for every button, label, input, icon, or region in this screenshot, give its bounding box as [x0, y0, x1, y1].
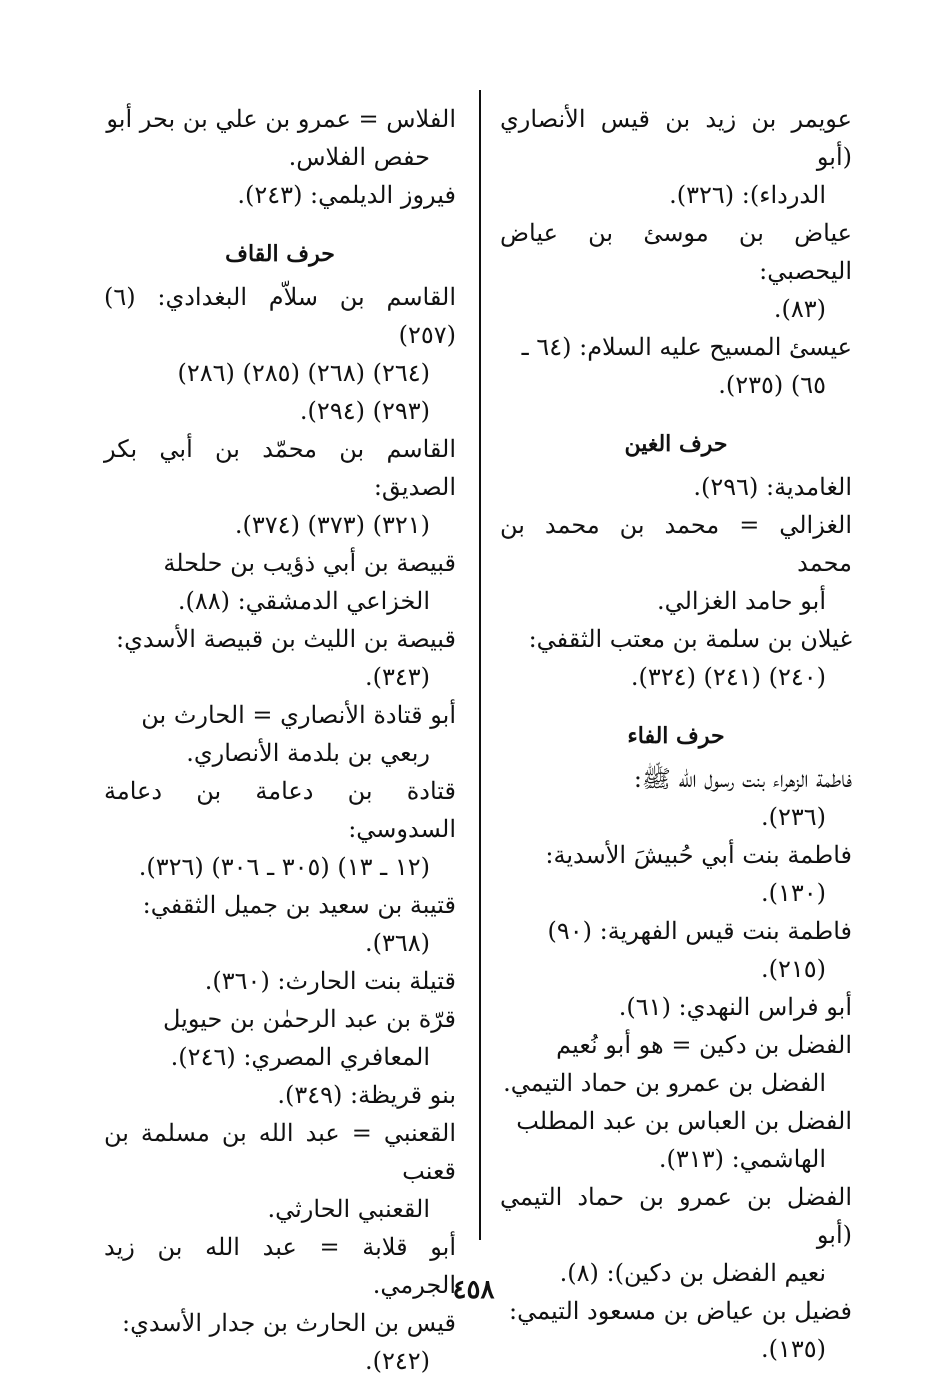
index-entry [500, 620, 852, 696]
entry-continuation: الدرداء): (٣٢٦). [669, 181, 826, 209]
entry-continuation: (٣٤٣). [364, 663, 430, 691]
entry-line: قبيصة بن الليث بن قبيصة الأسدي: [116, 625, 456, 653]
entry-line: الفلاس = عمرو بن علي بن بحر أبو [106, 105, 456, 133]
entry-line: فاطمة الزهراء بنت رسول الله ﷺ: [633, 765, 852, 793]
index-entry [104, 620, 456, 696]
index-entry [104, 430, 456, 544]
entry-line: قتيلة بنت الحارث: (٣٦٠). [204, 967, 456, 995]
entry-continuation: (٣٦٨). [364, 929, 430, 957]
index-entry [104, 1000, 456, 1076]
index-entry [104, 962, 456, 1000]
entry-line: الغامدية: (٢٩٦). [693, 473, 852, 501]
index-entry [500, 1102, 852, 1178]
page-number: ٤٥٨ [452, 1275, 495, 1305]
index-entry [104, 886, 456, 962]
entry-continuation: (٣٢١) (٣٧٣) (٣٧٤). [234, 511, 430, 539]
index-entry [500, 328, 852, 404]
index-entry [500, 760, 852, 836]
heading-ghain: حرف الغين [624, 431, 728, 457]
entry-line: فاطمة بنت قيس الفهرية: (٩٠) [547, 917, 852, 945]
entry-line: فاطمة بنت أبي حُبيشَ الأسدية: [545, 841, 852, 869]
right-column [500, 100, 852, 1368]
entry-line: عيسئ المسيح عليه السلام: (٦٤ ـ [521, 333, 852, 361]
index-entry [104, 1304, 456, 1380]
index-entry [104, 696, 456, 772]
entry-line: قبيصة بن أبي ذؤيب بن حلحلة [163, 549, 456, 577]
entry-line: فضيل بن عياض بن مسعود التيمي: [509, 1297, 852, 1325]
column-divider [479, 90, 481, 1240]
index-entry [500, 1026, 852, 1102]
index-entry [104, 544, 456, 620]
entry-continuation: (٢١٥). [760, 955, 826, 983]
index-entry [500, 468, 852, 506]
entry-continuation: نعيم الفضل بن دكين): (٨). [559, 1259, 826, 1287]
index-entry [500, 100, 852, 214]
index-entry [104, 1076, 456, 1114]
entry-continuation: القعنبي الحارثي. [267, 1195, 430, 1223]
entry-line: أبو قتادة الأنصاري = الحارث بن [141, 701, 456, 729]
entry-continuation: الخزاعي الدمشقي: (٨٨). [177, 587, 430, 615]
index-entry [500, 836, 852, 912]
entry-line: قيس بن الحارث بن جدار الأسدي: [122, 1309, 456, 1337]
entry-continuation: (٢٩٣) (٢٩٤). [299, 397, 430, 425]
left-column [104, 100, 456, 1380]
entry-continuation: (٢٤٢). [364, 1347, 430, 1375]
index-entry [500, 912, 852, 988]
entry-line: الفضل بن دكين = هو أبو نُعيم [556, 1031, 852, 1059]
entry-line: فيروز الديلمي: (٢٤٣). [237, 181, 456, 209]
entry-line: القعنبي = عبد الله بن مسلمة بن قعنب [104, 1119, 456, 1185]
entry-continuation: الهاشمي: (٣١٣). [658, 1145, 826, 1173]
index-entry [104, 176, 456, 214]
entry-line: الغزالي = محمد بن محمد بن محمد [500, 511, 852, 577]
entry-continuation: (٨٣). [773, 295, 826, 323]
entry-line: بنو قريظة: (٣٤٩). [277, 1081, 456, 1109]
entries-ghain [500, 468, 852, 696]
index-entry [500, 988, 852, 1026]
heading-fa: حرف الفاء [627, 723, 725, 749]
entry-line: عياض بن موسئ بن عياض اليحصبي: [500, 219, 852, 285]
entry-line: الفضل بن العباس بن عبد المطلب [516, 1107, 852, 1135]
index-entry [500, 506, 852, 620]
entry-continuation: (١٢ ـ ١٣) (٣٠٥ ـ ٣٠٦) (٣٢٦). [138, 853, 430, 881]
entry-continuation: المعافري المصري: (٢٤٦). [170, 1043, 430, 1071]
entry-line: قرّة بن عبد الرحمٰن بن حيويل [162, 1005, 456, 1033]
entry-continuation: (٢٦٤) (٢٦٨) (٢٨٥) (٢٨٦) [177, 359, 430, 387]
entry-line: أبو فراس النهدي: (٦١). [618, 993, 852, 1021]
entries-ain [500, 100, 852, 404]
entry-line: القاسم بن محمّد بن أبي بكر الصديق: [104, 435, 456, 501]
entry-continuation: (٢٣٦). [760, 803, 826, 831]
entry-line: عويمر بن زيد بن قيس الأنصاري (أبو [500, 105, 852, 171]
index-entry [104, 772, 456, 886]
entry-line: أبو قلابة = عبد الله بن زيد الجرمي. [104, 1233, 456, 1299]
entry-continuation: حفص الفلاس. [288, 143, 430, 171]
entry-line: غيلان بن سلمة بن معتب الثقفي: [528, 625, 852, 653]
entry-continuation: (١٣٠). [760, 879, 826, 907]
entry-line: القاسم بن سلاّم البغدادي: (٦) (٢٥٧) [104, 283, 456, 349]
heading-qaf: حرف القاف [225, 241, 335, 267]
entry-line: الفضل بن عمرو بن حماد التيمي (أبو [500, 1183, 852, 1249]
entry-continuation: أبو حامد الغزالي. [656, 587, 826, 615]
entry-line: قتيبة بن سعيد بن جميل الثقفي: [142, 891, 456, 919]
index-entry [500, 214, 852, 328]
index-entry [104, 278, 456, 430]
entry-continuation: (١٣٥). [760, 1335, 826, 1363]
entry-continuation: الفضل بن عمرو بن حماد التيمي. [503, 1069, 826, 1097]
index-entry [104, 1114, 456, 1228]
entry-line: قتادة بن دعامة بن دعامة السدوسي: [104, 777, 456, 843]
index-entry [104, 100, 456, 176]
entry-continuation: (٢٤٠) (٢٤١) (٣٢٤). [630, 663, 826, 691]
entry-continuation: ٦٥) (٢٣٥). [718, 371, 826, 399]
entries-qaf [104, 278, 456, 1380]
entry-continuation: ربعي بن بلدمة الأنصاري. [186, 739, 430, 767]
entries-fa-continued [104, 100, 456, 214]
